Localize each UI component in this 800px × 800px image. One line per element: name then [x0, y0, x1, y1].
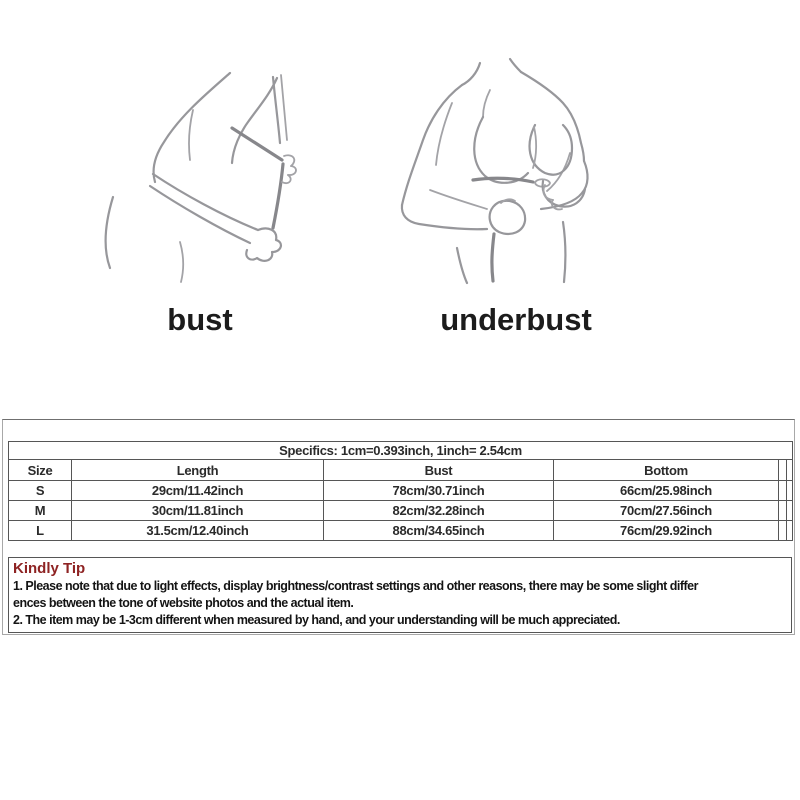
spacer-cell [779, 501, 787, 521]
cell-bottom: 66cm/25.98inch [554, 481, 779, 501]
cell-size: M [9, 501, 72, 521]
header-bust: Bust [324, 460, 554, 481]
spacer-cell [787, 501, 793, 521]
spacer-cell [779, 460, 787, 481]
cell-size: L [9, 521, 72, 541]
spacer-cell [779, 521, 787, 541]
kindly-tip-line: 1. Please note that due to light effects, display brightness/contrast settings and other reasons, there may be some slight differ [13, 579, 698, 593]
cell-length: 30cm/11.81inch [72, 501, 324, 521]
spacer-cell [779, 481, 787, 501]
kindly-tip-title: Kindly Tip [13, 560, 86, 577]
underbust-measurement-figure [383, 43, 651, 295]
specifics-text: Specifics: 1cm=0.393inch, 1inch= 2.54cm [9, 442, 793, 460]
size-row-m [9, 501, 793, 521]
kindly-tip-box [8, 557, 792, 633]
cell-bust: 78cm/30.71inch [324, 481, 554, 501]
bust-measurement-figure [88, 50, 313, 298]
header-size: Size [9, 460, 72, 481]
cell-size: S [9, 481, 72, 501]
spacer-cell [787, 460, 793, 481]
bust-label: bust [167, 302, 233, 337]
size-chart-sheet [2, 419, 795, 635]
spacer-cell [787, 521, 793, 541]
size-chart-table [8, 441, 793, 541]
header-length: Length [72, 460, 324, 481]
cell-bust: 82cm/32.28inch [324, 501, 554, 521]
spacer-cell [787, 481, 793, 501]
size-row-s [9, 481, 793, 501]
cell-bottom: 76cm/29.92inch [554, 521, 779, 541]
underbust-label: underbust [440, 302, 592, 337]
cell-length: 31.5cm/12.40inch [72, 521, 324, 541]
specifics-row [9, 442, 793, 460]
cell-length: 29cm/11.42inch [72, 481, 324, 501]
cell-bottom: 70cm/27.56inch [554, 501, 779, 521]
kindly-tip-line: ences between the tone of website photos and the actual item. [13, 596, 354, 610]
cell-bust: 88cm/34.65inch [324, 521, 554, 541]
kindly-tip-line: 2. The item may be 1-3cm different when measured by hand, and your understanding will be much appreciated. [13, 613, 620, 627]
size-row-l [9, 521, 793, 541]
header-bottom: Bottom [554, 460, 779, 481]
table-header-row [9, 460, 793, 481]
